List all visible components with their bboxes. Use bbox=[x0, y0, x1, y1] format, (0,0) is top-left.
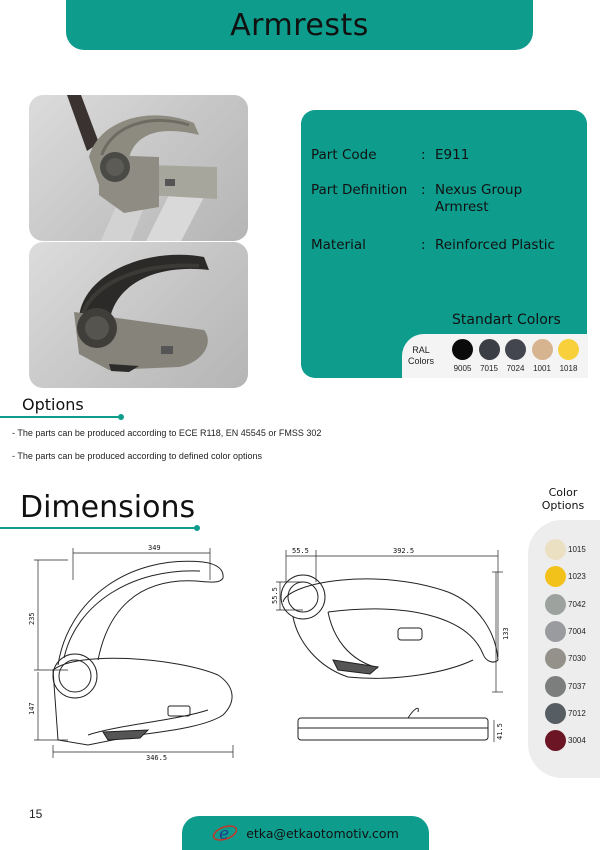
part-code-value: E911 bbox=[435, 147, 470, 163]
option-line-2: - The parts can be produced according to defined color options bbox=[12, 451, 262, 461]
part-definition-label: Part Definition bbox=[311, 182, 408, 198]
separator: : bbox=[421, 147, 426, 163]
color-option-swatch bbox=[545, 730, 566, 751]
ral-label-line2: Colors bbox=[408, 356, 435, 366]
part-code-row bbox=[311, 147, 575, 164]
footer-bar bbox=[182, 816, 429, 850]
etka-logo-icon bbox=[212, 821, 238, 845]
dim-top-width: 392.5 bbox=[393, 547, 415, 555]
color-options-title bbox=[532, 486, 594, 512]
dim-top-width: 349 bbox=[148, 544, 161, 552]
part-definition-line2: Armrest bbox=[435, 199, 489, 215]
ral-color-code: 7015 bbox=[480, 364, 498, 373]
ral-color-swatch bbox=[558, 339, 579, 360]
ral-color-code: 1018 bbox=[559, 364, 578, 373]
color-option-swatch bbox=[545, 676, 566, 697]
color-option-code: 7030 bbox=[568, 654, 586, 664]
color-option-code: 7042 bbox=[568, 599, 586, 609]
ral-colors-label bbox=[408, 345, 434, 367]
logo-letter: e bbox=[219, 824, 230, 844]
color-option-code: 7012 bbox=[568, 708, 586, 718]
material-value: Reinforced Plastic bbox=[435, 237, 555, 253]
color-option-swatch bbox=[545, 621, 566, 642]
title-bar bbox=[66, 0, 533, 50]
ral-color-swatch bbox=[505, 339, 526, 360]
page-number: 15 bbox=[29, 807, 43, 821]
color-option-code: 7037 bbox=[568, 681, 586, 691]
product-photo-side bbox=[29, 242, 248, 388]
dim-height: 235 bbox=[28, 612, 36, 625]
ral-color-code: 7024 bbox=[506, 364, 525, 373]
dim-lower-height: 147 bbox=[28, 702, 36, 715]
ral-color-swatch bbox=[479, 339, 500, 360]
page-title: Armrests bbox=[230, 7, 369, 43]
material-label: Material bbox=[311, 237, 366, 253]
options-heading: Options bbox=[22, 395, 84, 414]
material-row bbox=[311, 237, 575, 254]
ral-color-code: 1001 bbox=[533, 364, 551, 373]
part-definition-line1: Nexus Group bbox=[435, 182, 523, 198]
dimensions-underline bbox=[0, 527, 198, 529]
color-option-swatch bbox=[545, 539, 566, 560]
dim-circle: 55.5 bbox=[271, 587, 279, 604]
options-underline bbox=[0, 416, 122, 418]
ral-label-line1: RAL bbox=[412, 345, 430, 355]
color-option-code: 1015 bbox=[568, 545, 586, 554]
color-option-code: 7004 bbox=[568, 626, 586, 636]
dim-height: 133 bbox=[502, 627, 510, 640]
armrest-top-view-drawing bbox=[258, 542, 520, 752]
armrest-photo-illustration bbox=[29, 242, 248, 388]
color-option-code: 1023 bbox=[568, 572, 586, 582]
separator: : bbox=[421, 237, 426, 253]
color-option-swatch bbox=[545, 594, 566, 615]
color-option-code: 3004 bbox=[568, 736, 586, 746]
part-definition-row bbox=[311, 182, 575, 216]
color-option-swatch bbox=[545, 703, 566, 724]
ral-color-code: 9005 bbox=[453, 364, 472, 373]
armrest-side-view-drawing bbox=[28, 540, 258, 765]
color-options-line2: Options bbox=[541, 499, 585, 512]
product-photo-front bbox=[29, 95, 248, 241]
armrest-photo-illustration bbox=[29, 95, 248, 241]
ral-color-swatch bbox=[452, 339, 473, 360]
separator: : bbox=[421, 182, 426, 198]
dimensions-heading: Dimensions bbox=[20, 490, 196, 525]
dim-left-offset: 55.5 bbox=[292, 547, 309, 555]
part-definition-value bbox=[435, 182, 575, 216]
dim-profile: 41.5 bbox=[496, 723, 504, 740]
standard-colors-title: Standart Colors bbox=[452, 312, 561, 328]
contact-email[interactable]: etka@etkaotomotiv.com bbox=[246, 825, 399, 841]
ral-color-swatch bbox=[532, 339, 553, 360]
color-options-line1: Color bbox=[548, 486, 578, 499]
part-code-label: Part Code bbox=[311, 147, 377, 163]
option-line-1: - The parts can be produced according to ECE R118, EN 45545 or FMSS 302 bbox=[12, 428, 322, 438]
dim-bottom-width: 346.5 bbox=[146, 754, 168, 762]
